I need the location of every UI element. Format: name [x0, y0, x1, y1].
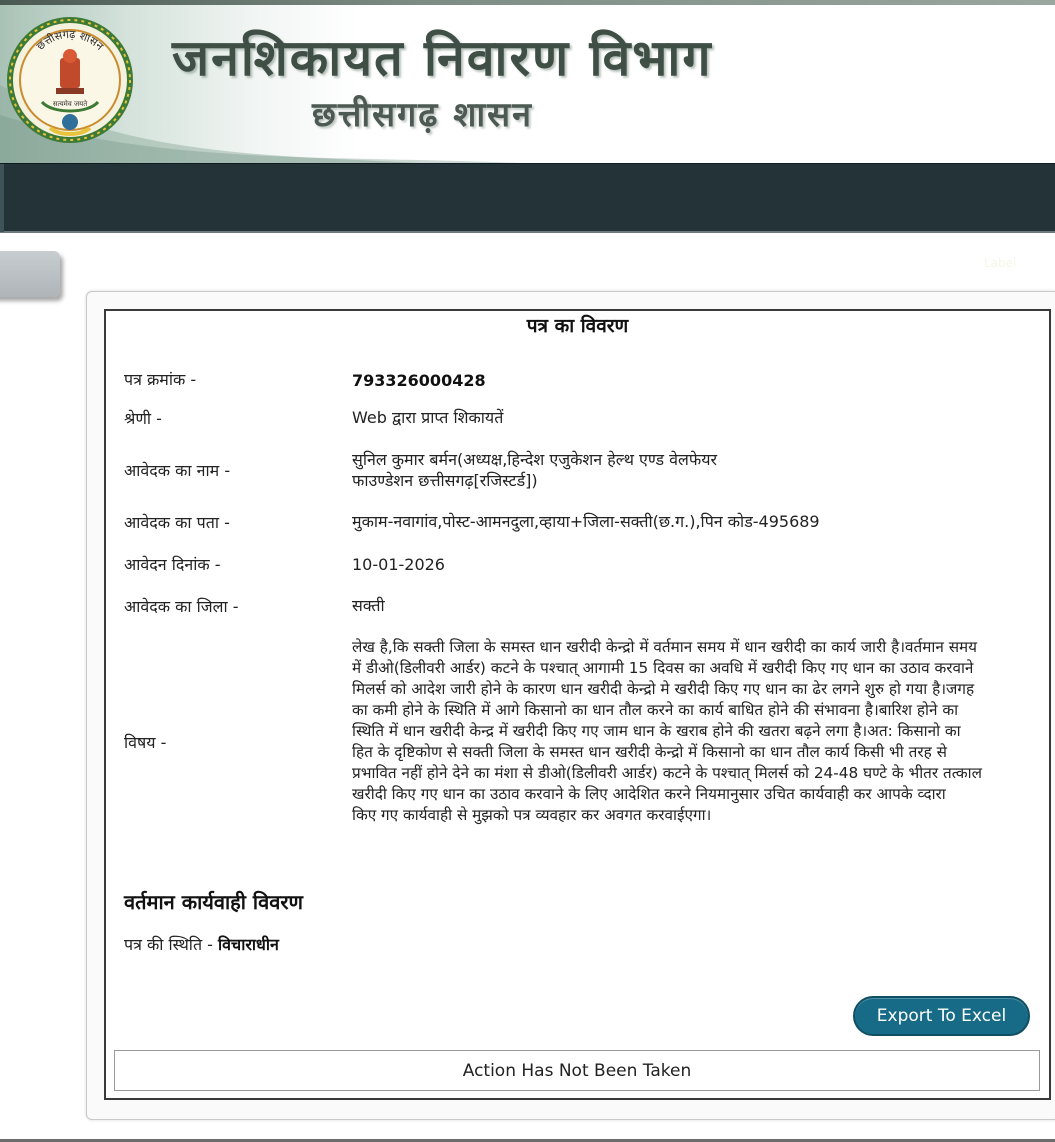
applicant-name-label: आवेदक का नाम -	[124, 461, 231, 480]
application-date-value: 10-01-2026	[352, 555, 445, 574]
subject-line: में डीओ(डिलीवरी आर्डर) कटने के पश्चात् आगामी 15 दिवस का अवधि में खरीदी किए गए धान का उठाव करवाने	[352, 659, 974, 677]
applicant-district-value: सक्ती	[352, 596, 385, 615]
action-status-box	[114, 1050, 1040, 1091]
action-status-message: Action Has Not Been Taken	[462, 1060, 692, 1081]
subject-line: लेख है,कि सक्ती जिला के समस्त धान खरीदी केन्द्रो में वर्तमान समय में धान खरीदी का कार्य जारी है।वर्तमान समय	[352, 638, 978, 656]
department-title: जनशिकायत निवारण विभाग	[172, 29, 713, 87]
subject-line: प्रभावित नहीं होने देने का मंशा से डीओ(डिलीवरी आर्डर) कटने के पश्चात् मिलर्स को 24-48 घण्टे के भीतर तत्काल	[352, 764, 982, 782]
letter-status	[124, 933, 279, 955]
subject-line: मिलर्स को आदेश जारी होने के कारण धान खरीदी केन्द्रो मे खरीदी किए गए धान का ढेर लगने शुरु हो गया है।जगह	[352, 680, 975, 698]
applicant-name-value	[352, 449, 1032, 491]
subject-line: स्थिति में धान खरीदी केन्द्र में खरीदी किए गए जाम धान के खराब होने की खतरा बढ़ने लगा है।अत: किसानो का	[352, 722, 961, 740]
side-menu-tab[interactable]	[0, 251, 60, 297]
navigation-bar	[0, 163, 1055, 233]
letter-details-heading: पत्र का विवरण	[526, 315, 629, 337]
applicant-district-label: आवेदक का जिला -	[124, 597, 239, 616]
subject-text	[352, 637, 1032, 826]
navbar-edge	[0, 164, 4, 232]
government-subtitle: छत्तीसगढ़ शासन	[312, 95, 534, 135]
applicant-name-line-2: फाउण्डेशन छत्तीसगढ़[रजिस्टर्ड])	[352, 471, 538, 490]
subject-line: हित के दृष्टिकोण से सक्ती जिला के समस्त धान खरीदी केन्द्रो में किसानो का धान तौल कार्य किसी भी तरह से	[352, 743, 947, 761]
application-date-label: आवेदन दिनांक -	[124, 555, 221, 574]
subject-line: किए गए कार्यवाही से मुझको पत्र व्यवहार कर अवगत करवाईएगा।	[352, 806, 712, 824]
letter-status-label: पत्र की स्थिति -	[124, 935, 213, 954]
emblem-motto: सत्यमेव जयते	[52, 100, 88, 108]
top-right-link[interactable]: Label	[984, 256, 1017, 270]
letter-status-value: विचाराधीन	[218, 935, 279, 954]
applicant-name-line-1: सुनिल कुमार बर्मन(अध्यक्ष,हिन्देश एजुकेशन हेल्थ एण्ड वेलफेयर	[352, 450, 718, 469]
subject-label: विषय -	[124, 733, 167, 752]
letter-number-label: पत्र क्रमांक -	[124, 370, 197, 389]
subject-line: का कमी होने के स्थिति में आगे किसानो का धान तौल करने का कार्य बाधित होने की संभावना है।बारिश होने का	[352, 701, 959, 719]
header-banner	[0, 0, 1055, 163]
letter-number-value: 793326000428	[352, 371, 486, 390]
export-to-excel-button[interactable]: Export To Excel	[853, 996, 1030, 1036]
applicant-address-label: आवेदक का पता -	[124, 513, 230, 532]
subject-line: खरीदी किए गए धान का उठाव करवाने के लिए आदेशित करने नियमानुसार उचित कार्यवाही कर आपके व्दारा	[352, 785, 946, 803]
applicant-address-value: मुकाम-नवागांव,पोस्ट-आमनदुला,व्हाया+जिला-सक्ती(छ.ग.),पिन कोड-495689	[352, 512, 820, 531]
category-label: श्रेणी -	[124, 409, 162, 428]
current-action-heading: वर्तमान कार्यवाही विवरण	[124, 890, 303, 914]
category-value: Web द्वारा प्राप्त शिकायतें	[352, 408, 504, 427]
state-emblem-icon	[4, 6, 136, 156]
emblem-ring-text: छत्तीसगढ़ शासन	[34, 27, 107, 53]
